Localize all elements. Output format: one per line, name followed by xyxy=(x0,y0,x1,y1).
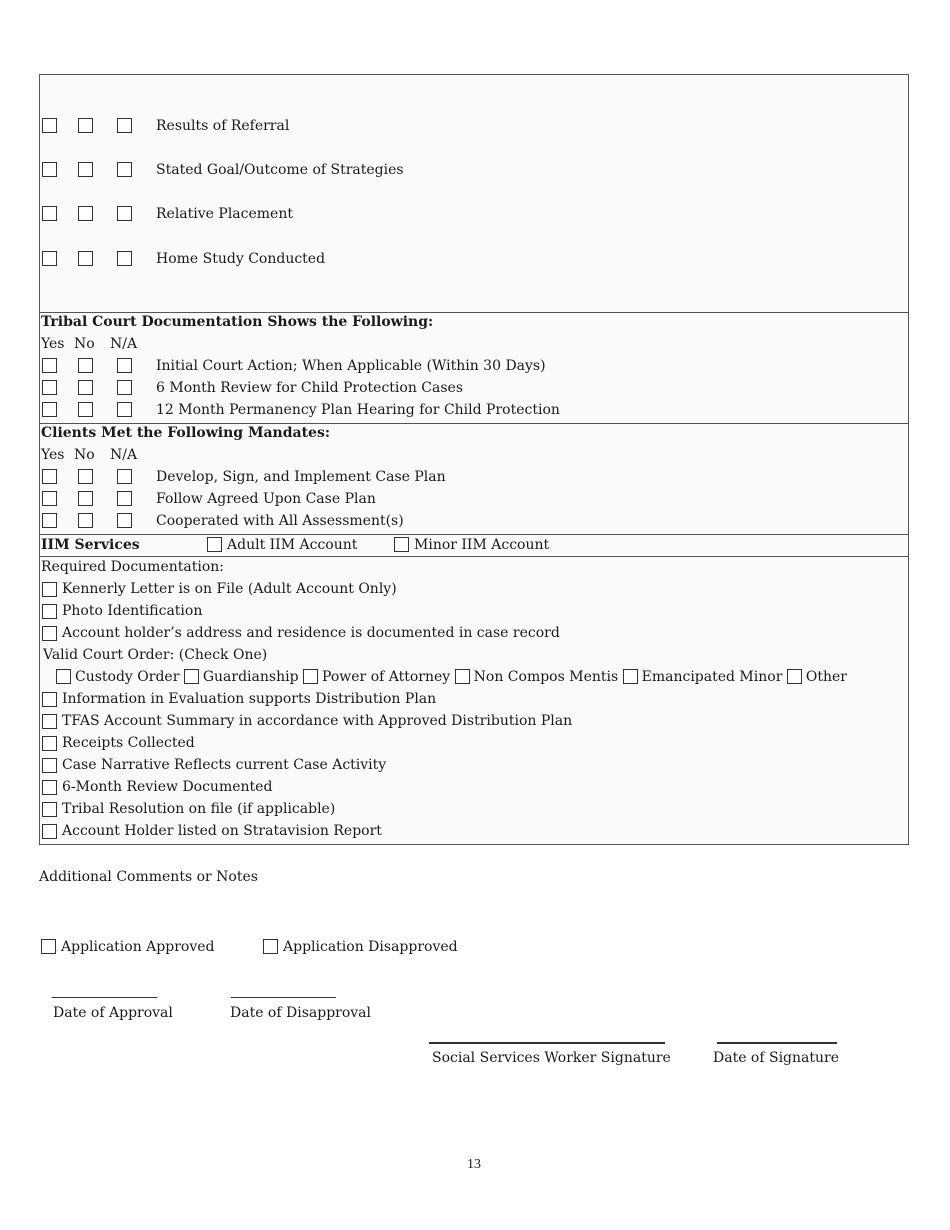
tribal-court-item-label: 12 Month Permanency Plan Hearing for Child Protection xyxy=(156,402,560,418)
tribal-court-item-label: 6 Month Review for Child Protection Cases xyxy=(156,380,464,396)
doc-item-label: Account holder’s address and residence is documented in case record xyxy=(62,625,560,641)
emancipated-minor-option[interactable]: Emancipated Minor xyxy=(623,669,783,685)
tribal-court-section xyxy=(39,312,909,424)
date-of-disapproval-label: Date of Disapproval xyxy=(230,1005,372,1021)
doc-checkbox[interactable] xyxy=(42,824,57,839)
na-checkbox[interactable] xyxy=(117,206,132,221)
date-of-signature-label: Date of Signature xyxy=(713,1050,840,1066)
yes-checkbox[interactable] xyxy=(42,358,57,373)
no-checkbox[interactable] xyxy=(78,118,93,133)
tribal-court-heading: Tribal Court Documentation Shows the Following: xyxy=(41,314,434,330)
tribal-court-item-label: Initial Court Action; When Applicable (Within 30 Days) xyxy=(156,358,546,374)
col-na-label: N/A xyxy=(110,336,138,352)
na-checkbox[interactable] xyxy=(117,513,132,528)
no-checkbox[interactable] xyxy=(78,206,93,221)
doc-checkbox[interactable] xyxy=(42,802,57,817)
na-checkbox[interactable] xyxy=(117,402,132,417)
na-checkbox[interactable] xyxy=(117,118,132,133)
doc-checkbox[interactable] xyxy=(42,582,57,597)
yes-checkbox[interactable] xyxy=(42,206,57,221)
emancipated-minor-checkbox[interactable] xyxy=(623,669,638,684)
no-checkbox[interactable] xyxy=(78,469,93,484)
referral-item-label: Stated Goal/Outcome of Strategies xyxy=(156,162,404,178)
mandate-item-label: Follow Agreed Upon Case Plan xyxy=(156,491,376,507)
doc-item-label: Case Narrative Reflects current Case Activity xyxy=(62,757,387,773)
doc-item-label: Information in Evaluation supports Distribution Plan xyxy=(62,691,437,707)
court-order-options xyxy=(56,668,847,686)
minor-iim-checkbox[interactable] xyxy=(394,537,409,552)
col-yes-label: Yes xyxy=(41,336,65,352)
guardianship-checkbox[interactable] xyxy=(184,669,199,684)
date-of-approval-line[interactable] xyxy=(52,997,157,998)
col-yes-label: Yes xyxy=(41,447,65,463)
application-disapproved-checkbox[interactable] xyxy=(263,939,278,954)
required-documentation-section xyxy=(39,556,909,845)
court-order-label: Valid Court Order: (Check One) xyxy=(43,647,268,663)
application-disapproved-label: Application Disapproved xyxy=(283,939,458,955)
referral-item-label: Home Study Conducted xyxy=(156,251,326,267)
application-approved-checkbox[interactable] xyxy=(41,939,56,954)
application-approved-label: Application Approved xyxy=(61,939,215,955)
col-no-label: No xyxy=(74,336,95,352)
yes-checkbox[interactable] xyxy=(42,469,57,484)
other-checkbox[interactable] xyxy=(787,669,802,684)
doc-checkbox[interactable] xyxy=(42,714,57,729)
custody-order-checkbox[interactable] xyxy=(56,669,71,684)
worker-signature-line[interactable] xyxy=(429,1042,665,1044)
adult-iim-label: Adult IIM Account xyxy=(227,537,358,553)
doc-item-label: Photo Identification xyxy=(62,603,203,619)
no-checkbox[interactable] xyxy=(78,491,93,506)
additional-comments-label: Additional Comments or Notes xyxy=(39,869,258,885)
na-checkbox[interactable] xyxy=(117,380,132,395)
doc-item-label: TFAS Account Summary in accordance with Approved Distribution Plan xyxy=(62,713,573,729)
date-of-signature-line[interactable] xyxy=(717,1042,837,1044)
doc-item-label: Account Holder listed on Stratavision Report xyxy=(62,823,382,839)
na-checkbox[interactable] xyxy=(117,469,132,484)
yes-checkbox[interactable] xyxy=(42,251,57,266)
doc-checkbox[interactable] xyxy=(42,780,57,795)
power-of-attorney-option[interactable]: Power of Attorney xyxy=(303,669,450,685)
no-checkbox[interactable] xyxy=(78,380,93,395)
referral-section xyxy=(39,74,909,313)
na-checkbox[interactable] xyxy=(117,491,132,506)
no-checkbox[interactable] xyxy=(78,402,93,417)
iim-services-section xyxy=(39,534,909,557)
na-checkbox[interactable] xyxy=(117,251,132,266)
doc-checkbox[interactable] xyxy=(42,758,57,773)
minor-iim-label: Minor IIM Account xyxy=(414,537,550,553)
na-checkbox[interactable] xyxy=(117,358,132,373)
mandate-item-label: Develop, Sign, and Implement Case Plan xyxy=(156,469,446,485)
doc-checkbox[interactable] xyxy=(42,692,57,707)
non-compos-mentis-checkbox[interactable] xyxy=(455,669,470,684)
doc-checkbox[interactable] xyxy=(42,626,57,641)
no-checkbox[interactable] xyxy=(78,513,93,528)
mandate-item-label: Cooperated with All Assessment(s) xyxy=(156,513,404,529)
col-na-label: N/A xyxy=(110,447,138,463)
adult-iim-checkbox[interactable] xyxy=(207,537,222,552)
na-checkbox[interactable] xyxy=(117,162,132,177)
yes-checkbox[interactable] xyxy=(42,491,57,506)
mandates-section xyxy=(39,423,909,535)
doc-checkbox[interactable] xyxy=(42,736,57,751)
no-checkbox[interactable] xyxy=(78,251,93,266)
doc-checkbox[interactable] xyxy=(42,604,57,619)
no-checkbox[interactable] xyxy=(78,358,93,373)
doc-item-label: Tribal Resolution on file (if applicable) xyxy=(62,801,336,817)
doc-item-label: 6-Month Review Documented xyxy=(62,779,273,795)
yes-checkbox[interactable] xyxy=(42,380,57,395)
date-of-disapproval-line[interactable] xyxy=(231,997,336,998)
guardianship-option[interactable]: Guardianship xyxy=(184,669,299,685)
yes-checkbox[interactable] xyxy=(42,402,57,417)
power-of-attorney-checkbox[interactable] xyxy=(303,669,318,684)
referral-item-label: Relative Placement xyxy=(156,206,293,222)
iim-services-heading: IIM Services xyxy=(41,537,140,553)
custody-order-option[interactable]: Custody Order xyxy=(56,669,179,685)
date-of-approval-label: Date of Approval xyxy=(53,1005,173,1021)
col-no-label: No xyxy=(74,447,95,463)
no-checkbox[interactable] xyxy=(78,162,93,177)
yes-checkbox[interactable] xyxy=(42,118,57,133)
other-option[interactable]: Other xyxy=(787,669,847,685)
mandates-heading: Clients Met the Following Mandates: xyxy=(41,425,330,441)
non-compos-mentis-option[interactable]: Non Compos Mentis xyxy=(455,669,619,685)
yes-checkbox[interactable] xyxy=(42,513,57,528)
worker-signature-label: Social Services Worker Signature xyxy=(432,1050,671,1066)
referral-item-label: Results of Referral xyxy=(156,118,290,134)
page-number: 13 xyxy=(467,1157,481,1172)
doc-item-label: Receipts Collected xyxy=(62,735,195,751)
doc-item-label: Kennerly Letter is on File (Adult Account Only) xyxy=(62,581,397,597)
required-documentation-heading: Required Documentation: xyxy=(41,559,224,575)
yes-checkbox[interactable] xyxy=(42,162,57,177)
